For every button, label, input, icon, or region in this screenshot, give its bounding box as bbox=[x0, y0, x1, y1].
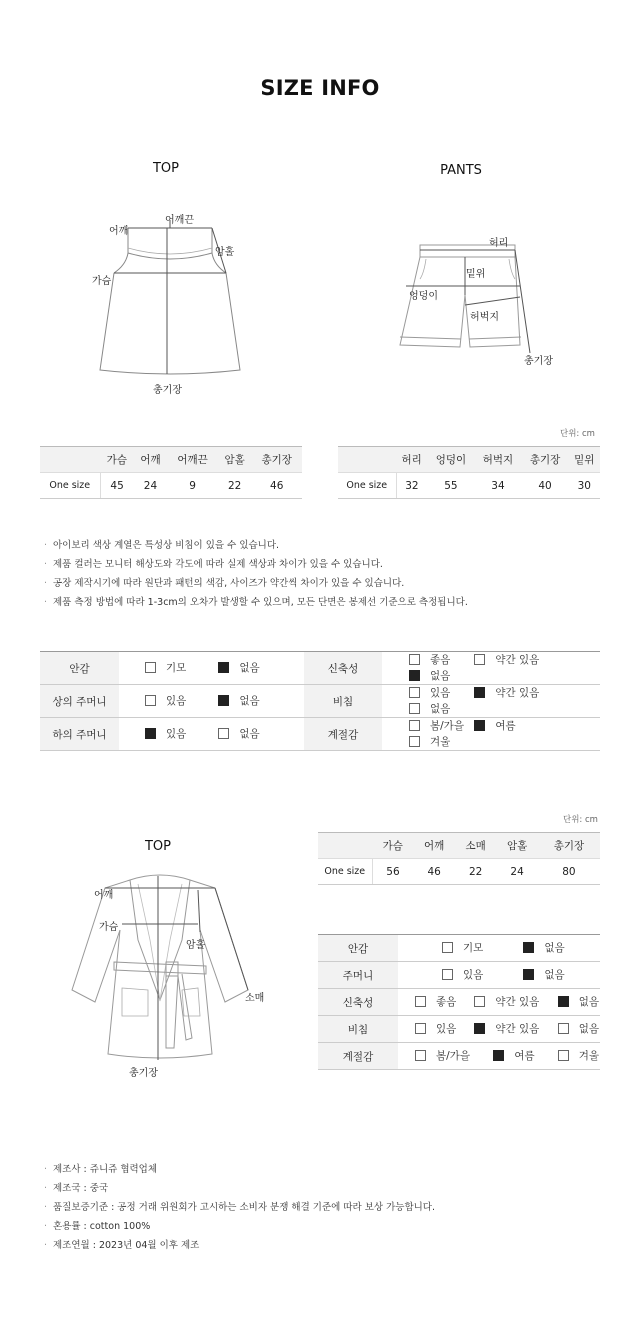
feature-options bbox=[398, 1043, 600, 1070]
option-label: 있음 bbox=[436, 1023, 457, 1035]
feature-label: 상의 주머니 bbox=[40, 685, 119, 718]
option[interactable] bbox=[409, 652, 471, 667]
table-header-cell: 어깨 bbox=[134, 447, 168, 473]
option-label: 겨울 bbox=[430, 736, 451, 748]
checkbox-icon[interactable] bbox=[442, 942, 453, 953]
top-label-length: 총기장 bbox=[153, 385, 182, 396]
checkbox-icon[interactable] bbox=[409, 687, 420, 698]
list-item: · 제조국 : 중국 bbox=[44, 1179, 604, 1198]
checkbox-icon[interactable] bbox=[415, 1023, 426, 1034]
option[interactable] bbox=[415, 994, 471, 1009]
unit-label: 단위: cm bbox=[563, 815, 598, 825]
option-label: 약간 있음 bbox=[495, 996, 540, 1008]
option-label: 있음 bbox=[166, 695, 187, 707]
checkbox-icon[interactable] bbox=[145, 695, 156, 706]
checkbox-icon[interactable] bbox=[493, 1050, 504, 1061]
feature-options bbox=[119, 718, 304, 751]
top-label-strap: 어깨끈 bbox=[165, 215, 194, 226]
checkbox-icon[interactable] bbox=[558, 1050, 569, 1061]
option[interactable] bbox=[218, 693, 259, 708]
feature-options bbox=[382, 685, 600, 718]
checkbox-icon[interactable] bbox=[558, 1023, 569, 1034]
table-row bbox=[40, 652, 600, 685]
table-cell: 30 bbox=[569, 473, 600, 499]
page-title: SIZE INFO bbox=[260, 76, 380, 100]
checkbox-icon[interactable] bbox=[523, 942, 534, 953]
option-label: 있음 bbox=[166, 728, 187, 740]
table-header-cell: 어깨끈 bbox=[167, 447, 217, 473]
feature-label: 비침 bbox=[304, 685, 382, 718]
product-info-list bbox=[44, 1160, 604, 1255]
robe-label-sleeve: 소매 bbox=[245, 993, 265, 1004]
list-item: · 제조사 : 쥬니쥬 협력업체 bbox=[44, 1160, 604, 1179]
row-label: One size bbox=[40, 473, 100, 499]
table-header-cell: 허리 bbox=[396, 447, 427, 473]
table-cell: 32 bbox=[396, 473, 427, 499]
table-header-cell: 밑위 bbox=[569, 447, 600, 473]
table-row bbox=[318, 859, 600, 885]
table-header-row bbox=[318, 833, 600, 859]
checkbox-icon[interactable] bbox=[474, 1023, 485, 1034]
table-header-cell: 총기장 bbox=[538, 833, 600, 859]
table-header-cell: 가슴 bbox=[372, 833, 413, 859]
option-label: 없음 bbox=[578, 1023, 599, 1035]
option-label: 없음 bbox=[430, 670, 451, 682]
table-row bbox=[40, 473, 302, 499]
feature-options bbox=[398, 962, 600, 989]
checkbox-icon[interactable] bbox=[409, 736, 420, 747]
option[interactable] bbox=[218, 660, 259, 675]
option[interactable] bbox=[415, 1048, 490, 1063]
feature-label: 하의 주머니 bbox=[40, 718, 119, 751]
table-header-row bbox=[40, 447, 302, 473]
option-label: 여름 bbox=[495, 720, 516, 732]
checkbox-icon[interactable] bbox=[558, 996, 569, 1007]
option[interactable] bbox=[474, 652, 560, 667]
option-label: 기모 bbox=[463, 942, 484, 954]
feature-options bbox=[398, 989, 600, 1016]
option-label: 겨울 bbox=[578, 1050, 599, 1062]
row-label: One size bbox=[318, 859, 372, 885]
coat-figure-title: TOP bbox=[144, 839, 171, 854]
feature-label: 신축성 bbox=[304, 652, 382, 685]
pants-figure-title: PANTS bbox=[440, 163, 482, 178]
table-row bbox=[40, 685, 600, 718]
table-header-cell: 암홀 bbox=[496, 833, 537, 859]
pants-label-waist: 허리 bbox=[489, 238, 509, 249]
table-cell: 40 bbox=[522, 473, 569, 499]
option-label: 여름 bbox=[514, 1050, 535, 1062]
checkbox-icon[interactable] bbox=[409, 703, 420, 714]
table-row bbox=[318, 935, 600, 962]
table-cell: 55 bbox=[427, 473, 474, 499]
checkbox-icon[interactable] bbox=[409, 720, 420, 731]
table-header-corner bbox=[318, 833, 372, 859]
table-row bbox=[318, 1043, 600, 1070]
feature-options bbox=[382, 652, 600, 685]
top-label-shoulder: 어깨 bbox=[109, 226, 129, 237]
option[interactable] bbox=[415, 1021, 471, 1036]
checkbox-icon[interactable] bbox=[218, 728, 229, 739]
option[interactable] bbox=[218, 726, 259, 741]
pants-label-hip: 엉덩이 bbox=[409, 291, 438, 302]
option[interactable] bbox=[442, 940, 520, 955]
table-cell: 22 bbox=[218, 473, 252, 499]
option[interactable] bbox=[409, 718, 471, 733]
feature-options bbox=[398, 1016, 600, 1043]
table-row bbox=[318, 962, 600, 989]
checkbox-icon[interactable] bbox=[218, 662, 229, 673]
option[interactable] bbox=[409, 685, 471, 700]
feature-options bbox=[119, 652, 304, 685]
table-header-cell: 엉덩이 bbox=[427, 447, 474, 473]
table-cell: 9 bbox=[167, 473, 217, 499]
robe-label-shoulder: 어깨 bbox=[94, 890, 114, 901]
feature-options bbox=[398, 935, 600, 962]
option[interactable] bbox=[145, 693, 215, 708]
top-label-armhole: 암홀 bbox=[215, 247, 235, 258]
option[interactable] bbox=[409, 734, 450, 749]
option-label: 없음 bbox=[239, 728, 260, 740]
table-header-cell: 총기장 bbox=[522, 447, 569, 473]
option-label: 있음 bbox=[430, 687, 451, 699]
table-cell: 24 bbox=[134, 473, 168, 499]
checkbox-icon[interactable] bbox=[145, 728, 156, 739]
pants-label-length: 총기장 bbox=[524, 356, 553, 367]
robe-label-armhole: 암홀 bbox=[186, 940, 206, 951]
option[interactable] bbox=[145, 660, 215, 675]
option-label: 없음 bbox=[544, 969, 565, 981]
table-cell: 45 bbox=[100, 473, 134, 499]
option[interactable] bbox=[442, 967, 520, 982]
table-header-row bbox=[338, 447, 600, 473]
checkbox-icon[interactable] bbox=[474, 654, 485, 665]
option-label: 좋음 bbox=[436, 996, 457, 1008]
option[interactable] bbox=[523, 967, 564, 982]
option[interactable] bbox=[493, 1048, 554, 1063]
option-label: 없음 bbox=[239, 662, 260, 674]
robe-features-table bbox=[318, 934, 600, 1070]
table-header-cell: 어깨 bbox=[413, 833, 454, 859]
table-cell: 56 bbox=[372, 859, 413, 885]
table-cell: 22 bbox=[455, 859, 496, 885]
top-label-chest: 가슴 bbox=[92, 276, 112, 287]
feature-label: 주머니 bbox=[318, 962, 398, 989]
list-item: · 제품 컬러는 모니터 해상도와 각도에 따라 실제 색상과 차이가 있을 수 있습니다. bbox=[44, 555, 604, 574]
robe-label-length: 총기장 bbox=[129, 1068, 158, 1079]
feature-label: 안감 bbox=[40, 652, 119, 685]
top-size-table bbox=[40, 446, 302, 499]
feature-label: 안감 bbox=[318, 935, 398, 962]
option-label: 약간 있음 bbox=[495, 654, 540, 666]
checkbox-icon[interactable] bbox=[523, 969, 534, 980]
feature-label: 신축성 bbox=[318, 989, 398, 1016]
checkbox-icon[interactable] bbox=[218, 695, 229, 706]
option[interactable] bbox=[523, 940, 564, 955]
option-label: 기모 bbox=[166, 662, 187, 674]
option[interactable] bbox=[558, 1021, 599, 1036]
table-row bbox=[318, 989, 600, 1016]
table-header-cell: 소매 bbox=[455, 833, 496, 859]
checkbox-icon[interactable] bbox=[474, 720, 485, 731]
robe-label-chest: 가슴 bbox=[99, 922, 119, 933]
feature-label: 비침 bbox=[318, 1016, 398, 1043]
checkbox-icon[interactable] bbox=[409, 654, 420, 665]
option[interactable] bbox=[558, 1048, 599, 1063]
list-item: · 제품 측정 방법에 따라 1-3cm의 오차가 발생할 수 있으며, 모든 단면은 봉제선 기준으로 측정됩니다. bbox=[44, 593, 604, 612]
option-label: 없음 bbox=[544, 942, 565, 954]
option[interactable] bbox=[474, 994, 554, 1009]
list-item: · 제조연월 : 2023년 04월 이후 제조 bbox=[44, 1236, 604, 1255]
checkbox-icon[interactable] bbox=[474, 996, 485, 1007]
option[interactable] bbox=[409, 701, 450, 716]
fabric-features-table bbox=[40, 651, 600, 751]
option-label: 약간 있음 bbox=[495, 1023, 540, 1035]
robe-size-table bbox=[318, 832, 600, 885]
checkbox-icon[interactable] bbox=[409, 670, 420, 681]
feature-options bbox=[382, 718, 600, 751]
table-cell: 46 bbox=[251, 473, 302, 499]
checkbox-icon[interactable] bbox=[145, 662, 156, 673]
table-header-corner bbox=[40, 447, 100, 473]
table-cell: 24 bbox=[496, 859, 537, 885]
checkbox-icon[interactable] bbox=[442, 969, 453, 980]
option-label: 봄/가을 bbox=[436, 1050, 470, 1062]
table-row bbox=[338, 473, 600, 499]
list-item: · 공장 제작시기에 따라 원단과 패턴의 색감, 사이즈가 약간씩 차이가 있을 수 있습니다. bbox=[44, 574, 604, 593]
checkbox-icon[interactable] bbox=[474, 687, 485, 698]
pants-label-thigh: 허벅지 bbox=[470, 312, 499, 323]
feature-label: 계절감 bbox=[304, 718, 382, 751]
checkbox-icon[interactable] bbox=[415, 996, 426, 1007]
list-item: · 품질보증기준 : 공정 거래 위원회가 고시하는 소비자 분쟁 해결 기준에 따라 보상 가능합니다. bbox=[44, 1198, 604, 1217]
table-header-cell: 허벅지 bbox=[474, 447, 521, 473]
option[interactable] bbox=[474, 1021, 554, 1036]
table-row bbox=[318, 1016, 600, 1043]
list-item: · 아이보리 색상 계열은 특성상 비침이 있을 수 있습니다. bbox=[44, 536, 604, 555]
top-figure-title: TOP bbox=[152, 161, 179, 176]
option-label: 없음 bbox=[430, 703, 451, 715]
table-header-corner bbox=[338, 447, 396, 473]
table-cell: 46 bbox=[413, 859, 454, 885]
care-notes bbox=[44, 536, 604, 612]
option[interactable] bbox=[145, 726, 215, 741]
table-cell: 80 bbox=[538, 859, 600, 885]
option-label: 약간 있음 bbox=[495, 687, 540, 699]
pants-size-table bbox=[338, 446, 600, 499]
table-row bbox=[40, 718, 600, 751]
checkbox-icon[interactable] bbox=[415, 1050, 426, 1061]
unit-label: 단위: cm bbox=[560, 429, 595, 439]
option[interactable] bbox=[558, 994, 599, 1009]
feature-label: 계절감 bbox=[318, 1043, 398, 1070]
row-label: One size bbox=[338, 473, 396, 499]
option[interactable] bbox=[409, 668, 450, 683]
list-item: · 혼용률 : cotton 100% bbox=[44, 1217, 604, 1236]
option-label: 있음 bbox=[463, 969, 484, 981]
table-header-cell: 총기장 bbox=[251, 447, 302, 473]
option-label: 좋음 bbox=[430, 654, 451, 666]
option-label: 봄/가을 bbox=[430, 720, 464, 732]
option[interactable] bbox=[474, 718, 560, 733]
pants-label-rise: 밑위 bbox=[466, 269, 486, 280]
option[interactable] bbox=[474, 685, 560, 700]
option-label: 없음 bbox=[578, 996, 599, 1008]
table-cell: 34 bbox=[474, 473, 521, 499]
table-header-cell: 가슴 bbox=[100, 447, 134, 473]
table-header-cell: 암홀 bbox=[218, 447, 252, 473]
feature-options bbox=[119, 685, 304, 718]
option-label: 없음 bbox=[239, 695, 260, 707]
